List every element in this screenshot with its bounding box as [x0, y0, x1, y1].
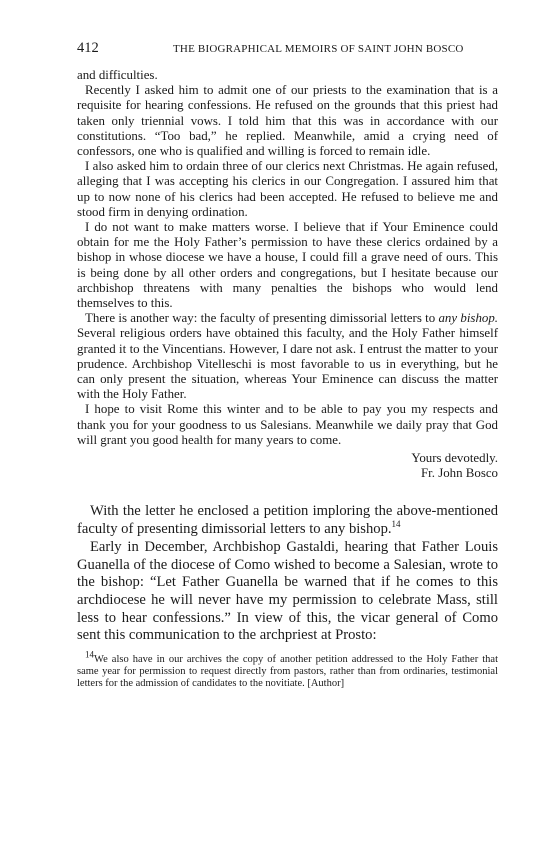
book-page [77, 40, 498, 690]
footnote-marker: 14 [85, 649, 94, 660]
footnote [77, 649, 498, 690]
running-title: THE BIOGRAPHICAL MEMOIRS OF SAINT JOHN BOSCO [173, 43, 464, 55]
letter-paragraph: Recently I asked him to admit one of our priests to the examination that is a requisite for hearing confessions. He refused on the grounds that this priest had taken only triennial vows. I told him that this was in accordance with our constitutions. “Too bad,” he replied. Meanwhile, amid a crying need of confessors, one who is qualified and willing is forced to remain idle. [77, 83, 498, 159]
page-number: 412 [77, 40, 99, 56]
emphasis-text: any bishop. [438, 311, 499, 326]
footnote-paragraph [77, 649, 498, 690]
letter-text: Several religious orders have obtained this faculty, and the Holy Father himself granted it to the Vincentians. However, I dare not ask. I entrust the matter to your prudence. Archbishop Vitelleschi is most favorable to us in everything, but he can only present the situation, whereas Your Eminence can discuss the matter with the Holy Father. [77, 326, 498, 402]
letter-paragraph [77, 311, 498, 402]
body-paragraph [77, 503, 498, 538]
letter-closing: Yours devotedly. [411, 451, 498, 466]
main-text [77, 503, 498, 645]
page-header [77, 40, 498, 62]
quoted-letter [77, 68, 498, 448]
letter-paragraph: and difficulties. [77, 68, 158, 82]
letter-paragraph: I do not want to make matters worse. I believe that if Your Eminence could obtain for me the Holy Father’s permission to have these clerics ordained by a bishop in whose diocese we have a house, I could fill a grave need of ours. This is being done by all other orders and congregations, but I hesitate because our archbishop threatens with many penalties the bishops who would lend themselves to this. [77, 220, 498, 311]
letter-text: There is another way: the faculty of presenting dimissorial letters to [85, 311, 439, 326]
footnote-text: We also have in our archives the copy of another petition addressed to the Holy Father that same year for permission to request directly from pastors, rather than from ordinaries, testimonial letters for the admission of candidates to the novitiate. [Author] [77, 654, 498, 690]
letter-signature: Fr. John Bosco [421, 466, 498, 481]
body-paragraph: Early in December, Archbishop Gastaldi, hearing that Father Louis Guanella of the diocese of Como wished to become a Salesian, wrote to the bishop: “Let Father Guanella be warned that if he comes to this archdiocese he will never have my permission to celebrate Mass, still less to hear confessions.” In view of this, the vicar general of Como sent this communication to the archpriest at Prosto: [77, 538, 498, 644]
letter-signature-block [77, 451, 498, 481]
letter-paragraph: I hope to visit Rome this winter and to be able to pay you my respects and thank you for your goodness to us Salesians. Meanwhile we daily pray that God will grant you good health for many years to come. [77, 402, 498, 447]
footnote-reference[interactable]: 14 [391, 519, 401, 530]
body-text: With the letter he enclosed a petition imploring the above-mentioned faculty of presenting dimissorial letters to any bishop. [77, 503, 498, 538]
letter-paragraph: I also asked him to ordain three of our clerics next Christmas. He again refused, alleging that I was accepting his clerics in our Congregation. I assured him that up to now none of his clerics had been accepted. He refused to believe me and stood firm in denying ordination. [77, 159, 498, 219]
